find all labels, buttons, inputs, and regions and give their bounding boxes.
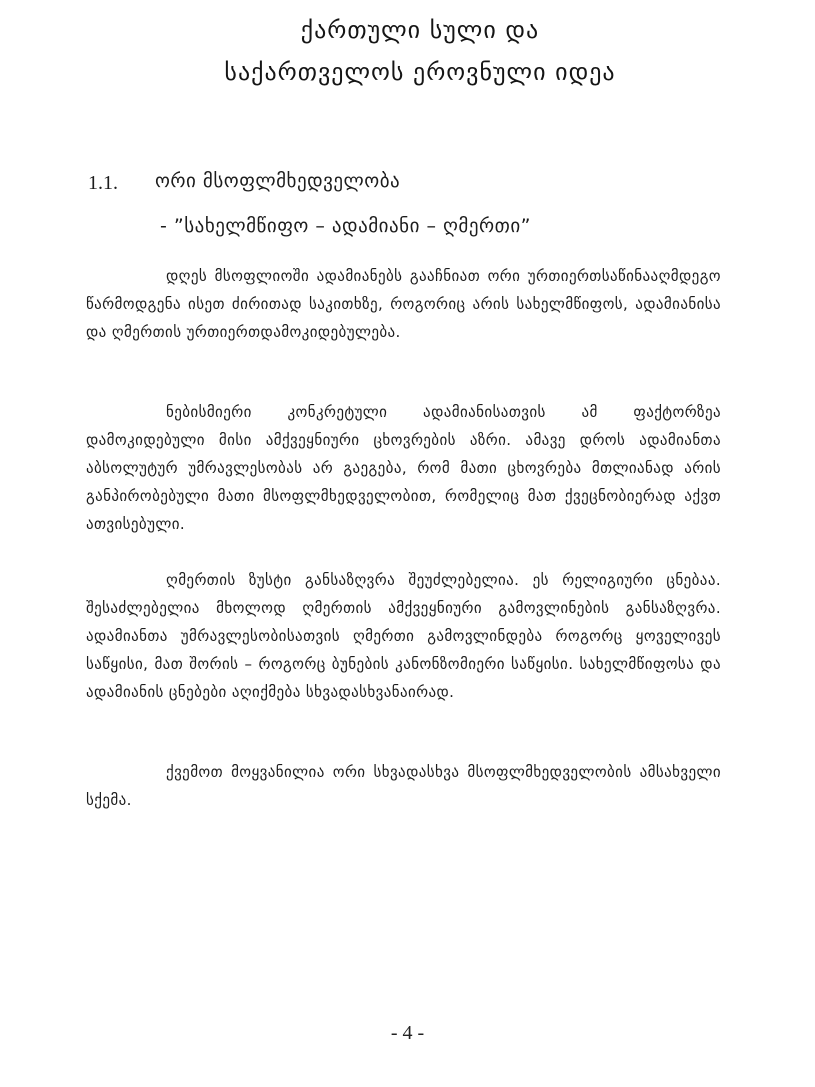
section-subtitle: - ”სახელმწიფო – ადამიანი – ღმერთი” — [160, 215, 532, 237]
document-title-line-1: ქართული სული და — [300, 16, 540, 44]
paragraph — [86, 758, 721, 814]
document-title-line-2: საქართველოს ეროვნული იდეა — [224, 58, 616, 86]
paragraph-text: ნებისმიერი კონკრეტული ადამიანისათვის ამ ფაქტორზეა დამოკიდებული მისი ამქვეყნიური ცხოვრების აზრი. ამავე დროს ადამიანთა აბსოლუტურ უმრავლესობას არ გაეგება, რომ მათი ცხოვრება მთლიანად არის განპირობებული მათი მსოფლმხედველობით, რომელიც მათ ქვეცნობიერად აქვთ ათვისებული. — [86, 403, 721, 533]
paragraph — [86, 566, 721, 706]
paragraph-text: ქვემოთ მოყვანილია ორი სხვადასხვა მსოფლმხედველობის ამსახველი სქემა. — [86, 763, 721, 809]
section-number: 1.1. — [88, 172, 118, 194]
section-title: ორი მსოფლმხედველობა — [155, 170, 401, 192]
paragraph-text: ღმერთის ზუსტი განსაზღვრა შეუძლებელია. ეს რელიგიური ცნებაა. შესაძლებელია მხოლოდ ღმერთის ამქვეყნიური გამოვლინების განსაზღვრა. ადამიანთა უმრავლესობისათვის ღმერთი გამოვლინდება როგორც ყოველივეს საწყისი, მათ შორის – როგორც ბუნების კანონზომიერი საწყისი. სახელმწიფოსა და ადამიანის ცნებები აღიქმება სხვადასხვანაირად. — [86, 571, 721, 701]
paragraph — [86, 262, 721, 346]
paragraph — [86, 398, 721, 538]
page-number: - 4 - — [390, 1022, 425, 1044]
paragraph-text: დღეს მსოფლიოში ადამიანებს გააჩნიათ ორი ურთიერთსაწინააღმდეგო წარმოდგენა ისეთ ძირითად საკითხზე, როგორიც არის სახელმწიფოს, ადამიანისა და ღმერთის ურთიერთდამოკიდებულება. — [86, 267, 721, 341]
